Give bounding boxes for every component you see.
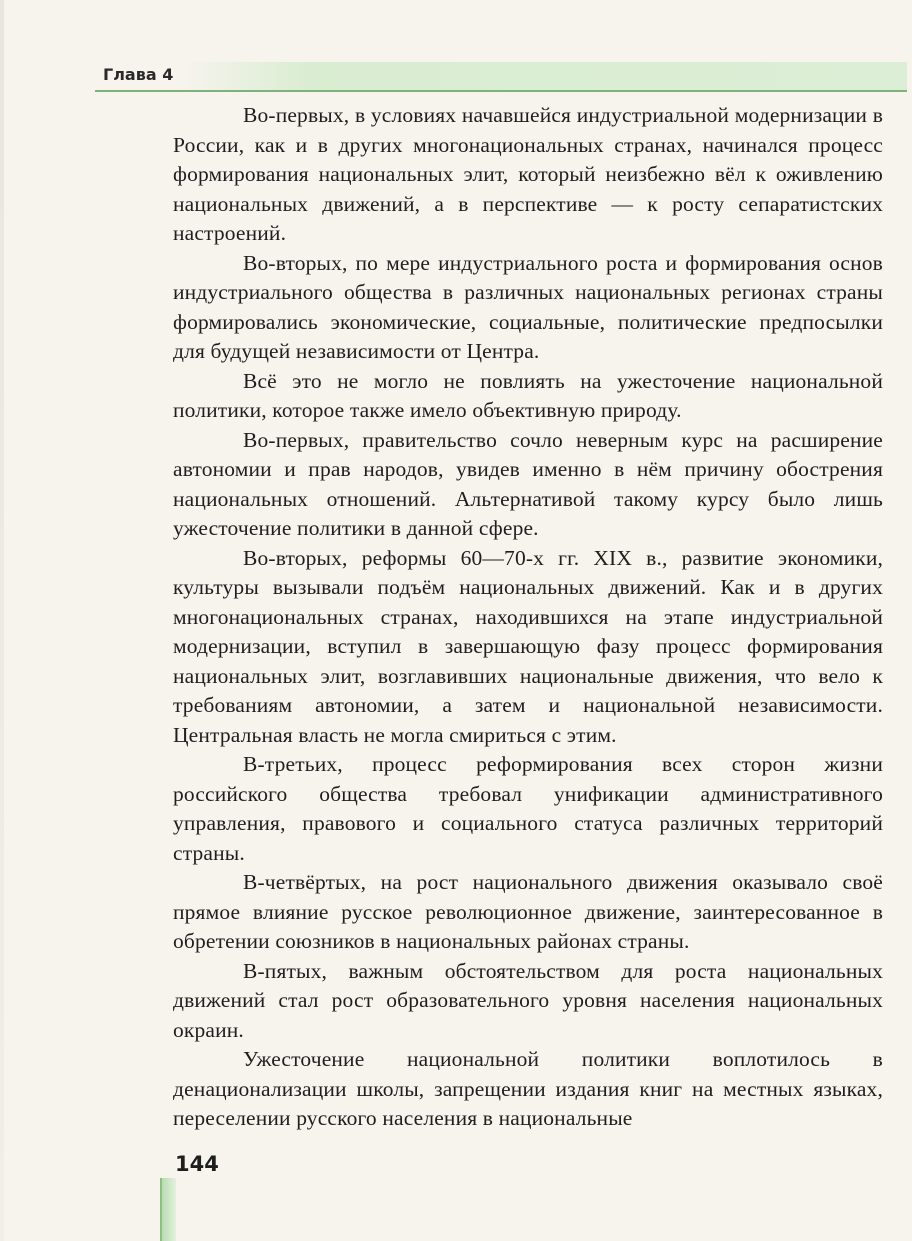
paragraph: В-третьих, процесс реформирования всех сторон жизни российского общества требовал унификации административного управления, правового и социального статуса различных территорий страны. bbox=[173, 752, 883, 865]
page-number: 144 bbox=[175, 1152, 219, 1176]
chapter-header bbox=[95, 56, 907, 94]
paragraph: Во-вторых, по мере индустриального роста и формирования основ индустриального общества в различных национальных регионах страны формировались экономические, социальные, политические предпосылки для будущей независимости от Центра. bbox=[173, 250, 883, 363]
chapter-label: Глава 4 bbox=[103, 65, 174, 84]
paragraph: Во-первых, правительство сочло неверным курс на расширение автономии и прав народов, увидев именно в нём причину обострения национальных отношений. Альтернативой такому курсу было лишь ужесточение политики в данной сфере. bbox=[173, 427, 883, 540]
paragraph: Во-первых, в условиях начавшейся индустриальной модернизации в России, как и в других многонациональных странах, начинался процесс формирования национальных элит, который неизбежно вёл к оживлению национальных движений, а в перспективе — к росту сепаратистских настроений. bbox=[173, 103, 883, 245]
paragraph: Во-вторых, реформы 60—70-х гг. XIX в., развитие экономики, культуры вызывали подъём национальных движений. Как и в других многонациональных странах, находившихся на этапе индустриальной модернизации, вступил в завершающую фазу процесс формирования национальных элит, возглавивших национальные движения, что вело к требованиям автономии, а затем и национальной независимости. Центральная власть не могла смириться с этим. bbox=[173, 545, 883, 747]
chapter-header-fill bbox=[180, 62, 907, 90]
paragraph: Ужесточение национальной политики воплотилось в денационализации школы, запрещении издания книг на местных языках, переселении русского населения в национальные bbox=[173, 1047, 883, 1130]
margin-accent-bar bbox=[160, 1178, 176, 1241]
paragraph: В-четвёртых, на рост национального движения оказывало своё прямое влияние русское революционное движение, заинтересованное в обретении союзников в национальных районах страны. bbox=[173, 870, 883, 953]
paragraph: Всё это не могло не повлиять на ужесточение национальной политики, которое также имело объективную природу. bbox=[173, 368, 883, 422]
body-text bbox=[173, 101, 883, 1134]
page-edge bbox=[0, 0, 4, 1241]
paragraph: В-пятых, важным обстоятельством для роста национальных движений стал рост образовательного уровня населения национальных окраин. bbox=[173, 958, 883, 1042]
chapter-header-rule bbox=[95, 90, 907, 92]
